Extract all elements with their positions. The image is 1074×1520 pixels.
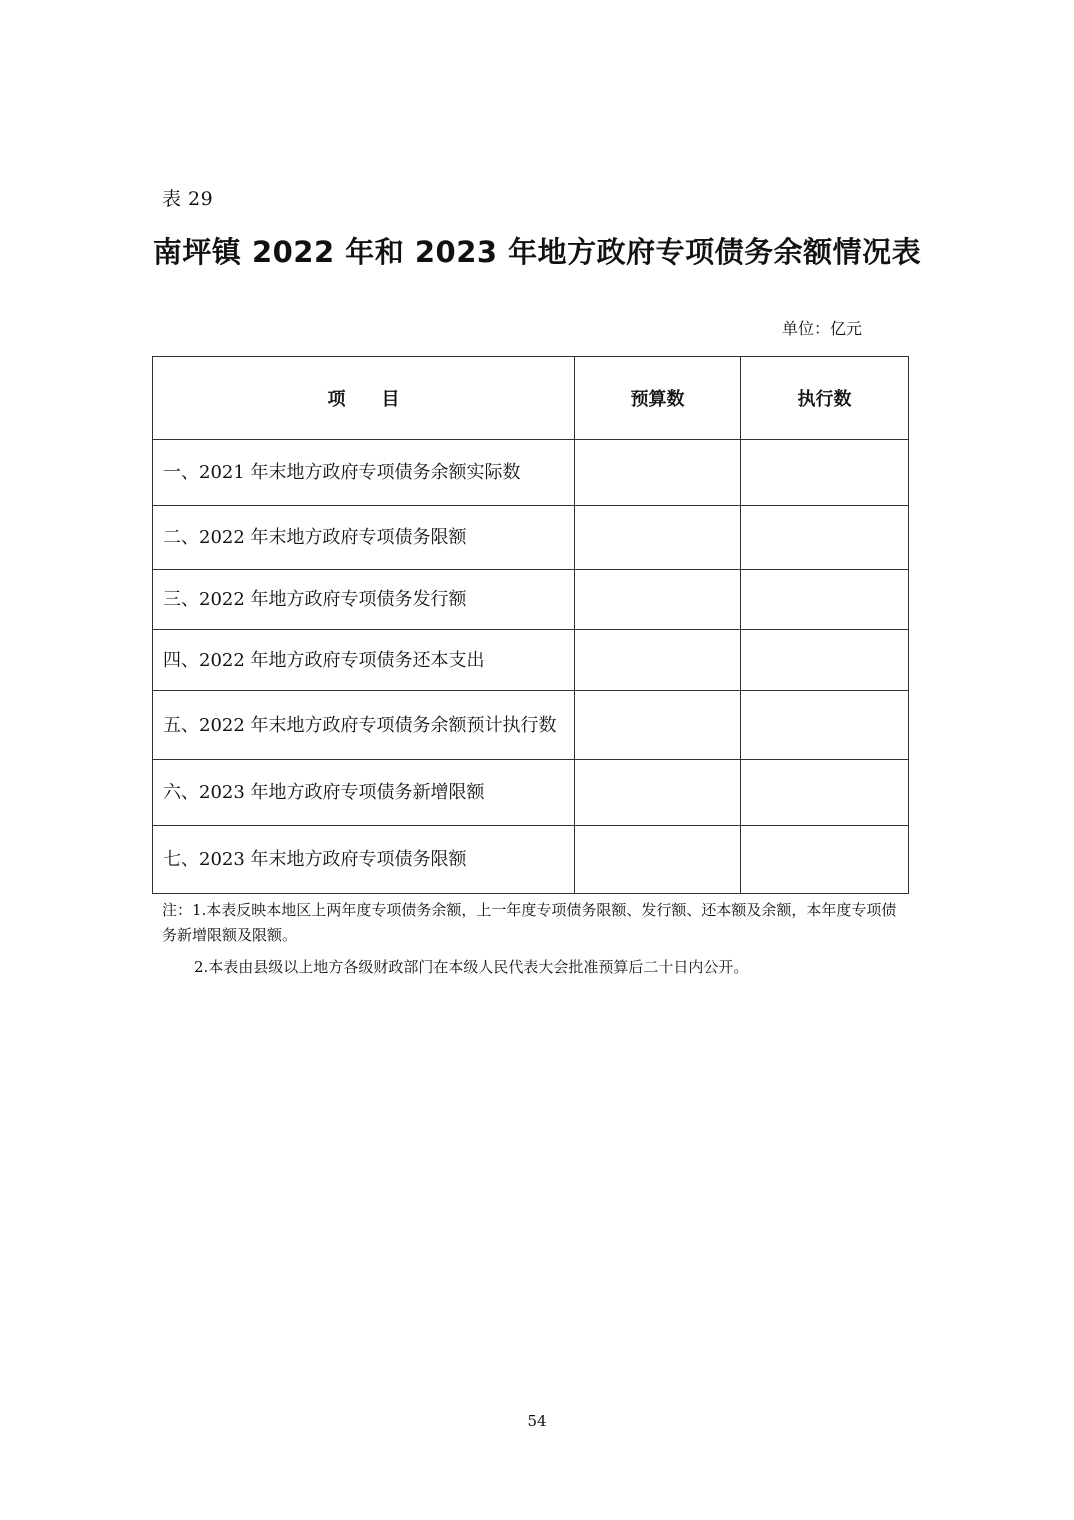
executed-cell [741,760,909,826]
executed-cell [741,440,909,506]
budget-cell [575,440,741,506]
header-budget: 预算数 [575,357,741,440]
row-label: 六、2023 年地方政府专项债务新增限额 [153,760,575,826]
budget-cell [575,760,741,826]
row-label: 三、2022 年地方政府专项债务发行额 [153,570,575,630]
header-executed: 执行数 [741,357,909,440]
executed-cell [741,826,909,894]
row-label: 五、2022 年末地方政府专项债务余额预计执行数 [153,691,575,760]
budget-cell [575,826,741,894]
budget-cell [575,570,741,630]
table-note-2: 2.本表由县级以上地方各级财政部门在本级人民代表大会批准预算后二十日内公开。 [194,958,749,976]
table-row [153,570,909,630]
row-label: 七、2023 年末地方政府专项债务限额 [153,826,575,894]
table-row [153,630,909,691]
executed-cell [741,630,909,691]
table-row [153,691,909,760]
header-item: 项 目 [153,357,575,440]
page-title: 南坪镇 2022 年和 2023 年地方政府专项债务余额情况表 [152,235,922,269]
row-label: 四、2022 年地方政府专项债务还本支出 [153,630,575,691]
table-row [153,440,909,506]
table-row [153,760,909,826]
executed-cell [741,691,909,760]
table-note-1: 注：1.本表反映本地区上两年度专项债务余额，上一年度专项债务限额、发行额、还本额及余额，本年度专项债务新增限额及限额。 [162,901,897,944]
executed-cell [741,506,909,570]
table-header-row [153,357,909,440]
table-number-label: 表 29 [162,188,214,210]
row-label: 二、2022 年末地方政府专项债务限额 [153,506,575,570]
unit-label: 单位：亿元 [782,319,863,338]
debt-balance-table [152,356,909,894]
budget-cell [575,691,741,760]
budget-cell [575,630,741,691]
table-row [153,826,909,894]
budget-cell [575,506,741,570]
table-row [153,506,909,570]
row-label: 一、2021 年末地方政府专项债务余额实际数 [153,440,575,506]
page-number: 54 [527,1412,547,1430]
executed-cell [741,570,909,630]
